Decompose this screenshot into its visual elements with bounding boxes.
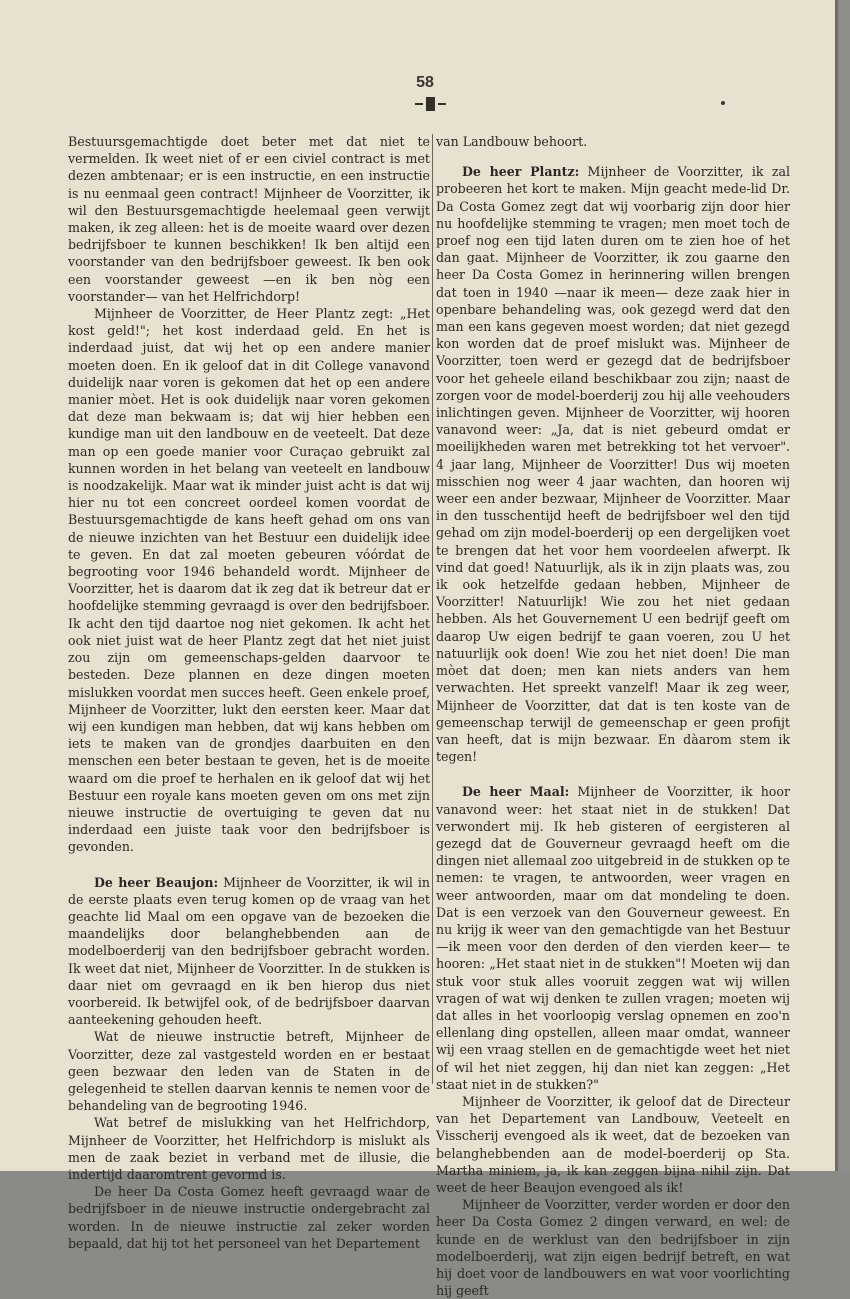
column-divider [432, 134, 433, 1084]
paragraph: van Landbouw behoort. [436, 134, 588, 149]
ornament-dash-left [415, 103, 423, 105]
paragraph: Mijnheer de Voorzitter, ik geloof dat de Directeur van het Departement van Landbouw, Veeteelt en Visscherij evengoed als ik weet, dat de bezoeken van belanghebbenden aan de model-boerderij op Sta. Martha miniem, ja, ik kan zeggen bijna nihil zijn. Dat weet de heer Beaujon evengoed als ik! [436, 1093, 790, 1195]
left-column [68, 133, 430, 1252]
paragraph: Mijnheer de Voorzitter, de Heer Plantz zegt: „Het kost geld!"; het kost inderdaad geld. En het is inderdaad juist, dat wij het op een andere manier moeten doen. En ik geloof dat in dit College vanavond duidelijk naar voren is gekomen dat het op een andere manier mòet. Het is ook duidelijk naar voren gekomen dat deze man bekwaam is; dat wij hier hebben een kundige man uit den landbouw en de veeteelt. Dat deze man op een goede manier voor Curaçao gebruikt zal kunnen worden in het belang van veeteelt en landbouw is noodzakelijk. Maar wat ik minder juist acht is dat wij hier nu tot een concreet oordeel komen voordat de Bestuursgemachtigde de kans heeft gehad om ons van de nieuwe inzichten van het Bestuur een duidelijk idee te geven. En dat zal moeten gebeuren vóórdat de begrooting voor 1946 behandeld wordt. Mijnheer de Voorzitter, het is daarom dat ik zeg dat ik betreur dat er hoofdelijke stemming gevraagd is over den bedrijfsboer. Ik acht den tijd daartoe nog niet gekomen. Ik acht het ook niet juist wat de heer Plantz zegt dat het niet juist zou zijn om gemeenschaps-gelden daarvoor te besteden. Deze plannen en deze dingen moeten mislukken voordat men succes heeft. Geen enkele proef, Mijnheer de Voorzitter, lukt den eersten keer. Maar dat wij een kundigen man hebben, dat wij kans hebben om iets te maken van de grondjes daarbuiten en den menschen een beter bestaan te geven, het is de moeite waard om die proef te herhalen en ik geloof dat wij het Bestuur een royale kans moeten geven om ons met zijn nieuwe instructie de overtuiging te geven dat nu inderdaad een juiste taak voor den bedrijfsboer is gevonden. [68, 306, 430, 855]
speech-text: Mijnheer de Voorzitter, ik wil in de eerste plaats even terug komen op de vraag van het geachte lid Maal om een opgave van de bezoeken die maandelijks door belanghebbenden aan de modelboerderij van den bedrijfsboer gebracht worden. Ik weet dat niet, Mijnheer de Voorzitter. In de stukken is daar niet om gevraagd en ik ben hierop dus niet voorbereid. Ik betwijfel ook, of de bedrijfsboer daarvan aanteekening gehouden heeft. [68, 874, 430, 1028]
scan-margin [838, 0, 850, 1171]
right-column [436, 133, 790, 1299]
speaker-name: De heer Beaujon: [94, 874, 219, 890]
speaker-name: De heer Maal: [462, 784, 570, 800]
speech-text: Mijnheer de Voorzitter, ik hoor vanavond weer: het staat niet in de stukken! Dat verwondert mij. Ik heb gisteren of eergisteren al gezegd dat de Gouverneur gevraagd heeft om die dingen niet allemaal zoo uitgebreid in de stukken op te nemen: te vragen, te antwoorden, weer vragen en weer antwoorden, maar om dat mondeling te doen. Dat is een verzoek van den Gouverneur geweest. En nu krijg ik weer van den gemachtigde van het Bestuur —ik meen voor den derden of den vierden keer— te hooren: „Het staat niet in de stukken"! Moeten wij dan stuk voor stuk alles vooruit zeggen wat wij willen vragen of wat wij denken te zullen vragen; moeten wij dat alles in het voorloopig verslag opnemen en zoo'n ellenlang ding opstellen, alleen maar omdat, wanneer wij een vraag stellen en de gemachtigde weet het niet of wil het niet zeggen, hij dan niet kan zeggen: „Het staat niet in de stukken?" [436, 784, 790, 1092]
ornament-dash-right [438, 103, 446, 105]
paragraph: Wat de nieuwe instructie betreft, Mijnheer de Voorzitter, deze zal vastgesteld worden en er bestaat geen bezwaar den leden van de Staten in de gelegenheid te stellen daarvan kennis te nemen voor de behandeling van de begrooting 1946. [68, 1029, 430, 1114]
speaker-paragraph [436, 783, 790, 1093]
paragraph: Wat betref de mislukking van het Helfrichdorp, Mijnheer de Voorzitter, het Helfrichdorp is mislukt als men de zaak beziet in verband met de illusie, die indertijd daaromtrent gevormd is. [68, 1115, 430, 1182]
paragraph: De heer Da Costa Gomez heeft gevraagd waar de bedrijfsboer in de nieuwe instructie ondergebracht zal worden. In de nieuwe instructie zal zeker worden bepaald, dat hij tot het personeel van het Departement [68, 1184, 430, 1251]
speech-text: Mijnheer de Voorzitter, ik zal probeeren het kort te maken. Mijn geacht mede-lid Dr. Da Costa Gomez zegt dat wij voorbarig zijn door hier nu hoofdelijke stemming te vragen; men moet toch de proef nog een tijd laten duren om te zien hoe of het dan gaat. Mijnheer de Voorzitter, ik zou gaarne den heer Da Costa Gomez in herinnering willen brengen dat toen in 1940 —naar ik meen— deze zaak hier in openbare behandeling was, ook gezegd werd dat den man een kans gegeven moest worden; dat niet gezegd kon worden dat de proef mislukt was. Mijnheer de Voorzitter, toen werd er gezegd dat de bedrijfsboer voor het geheele eiland beschikbaar zou zijn; naast de zorgen voor de model-boerderij zou hij alle veehouders inlichtingen geven. Mijnheer de Voorzitter, wij hooren vanavond weer: „Ja, dat is niet gebeurd omdat er moeilijkheden waren met betrekking tot het vervoer". 4 jaar lang, Mijnheer de Voorzitter! Dus wij moeten misschien nog weer 4 jaar wachten, dan hooren wij weer een ander bezwaar, Mijnheer de Voorzitter. Maar in den tusschentijd heeft de bedrijfsboer wel den tijd gehad om zijn model-boerderij op een dergelijken voet te brengen dat het voor hem voordeelen afwerpt. Ik vind dat goed! Natuurlijk, als ik in zijn plaats was, zou ik ook hetzelfde gedaan hebben, Mijnheer de Voorzitter! Natuurlijk! Wie zou het niet gedaan hebben. Als het Gouvernement U een bedrijf geeft om daarop Uw eigen bedrijf te gaan voeren, zou U het natuurlijk ook doen! Wie zou het niet doen! Die man mòet dat doen; men kan niets anders van hem verwachten. Het spreekt vanzelf! Maar ik zeg weer, Mijnheer de Voorzitter, dat dat is ten koste van de gemeenschap terwijl de gemeenschap er geen profijt van heeft, dat is mijn bezwaar. En dàarom stem ik tegen! [436, 164, 790, 765]
page-ornament [410, 95, 450, 113]
page-number: 58 [416, 74, 434, 91]
paragraph: Mijnheer de Voorzitter, verder worden er door den heer Da Costa Gomez 2 dingen verward, en wel: de kunde en de werklust van den bedrijfsboer in zijn modelboerderij, wat zijn eigen bedrijf betreft, en wat hij doet voor de landbouwers en wat voor voorlichting hij geeft [436, 1197, 790, 1299]
speaker-paragraph [436, 163, 790, 765]
ornament-block [426, 97, 435, 111]
paragraph: Bestuursgemachtigde doet beter met dat niet te vermelden. Ik weet niet of er een civiel contract is met dezen ambtenaar; er is een instructie, en een instructie is nu eenmaal geen contract! Mijnheer de Voorzitter, ik wil den Bestuursgemachtigde heelemaal geen verwijt maken, ik zeg alleen: het is de moeite waard over dezen bedrijfsboer te kunnen beschikken! Ik ben altijd een voorstander van den bedrijfsboer geweest. Ik ben ook een voorstander geweest —en ik ben nòg een voorstander— van het Helfrichdorp! [68, 134, 430, 304]
print-speck [721, 101, 725, 105]
speaker-paragraph [68, 874, 430, 1029]
speaker-name: De heer Plantz: [462, 164, 580, 180]
